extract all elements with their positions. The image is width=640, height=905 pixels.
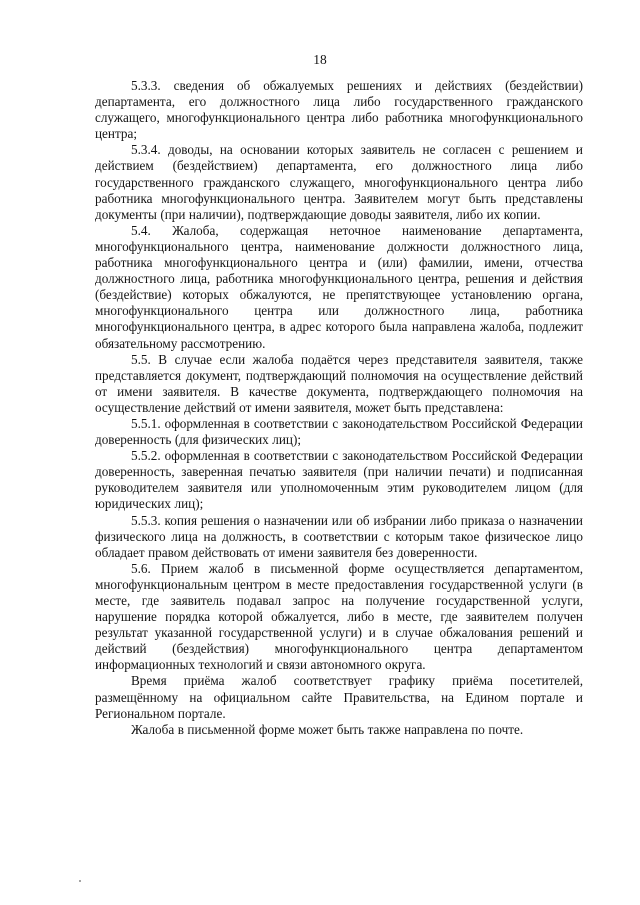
paragraph-5-5-2: 5.5.2. оформленная в соответствии с законодательством Российской Федерации доверенность, заверенная печатью заявителя (при наличии печати) и подписанная руководителем заявителя или уполномоченным этим руководителем лицом (для юридических лиц); xyxy=(95,448,583,512)
paragraph-reception-hours: Время приёма жалоб соответствует графику приёма посетителей, размещённому на официальном сайте Правительства, на Едином портале и Региональном портале. xyxy=(95,673,583,721)
paragraph-5-3-4: 5.3.4. доводы, на основании которых заявитель не согласен с решением и действием (бездействием) департамента, его должностного лица либо государственного гражданского служащего, многофункционального центра либо работника многофункционального центра. Заявителем могут быть представлены документы (при наличии), подтверждающие доводы заявителя, либо их копии. xyxy=(95,142,583,222)
paragraph-mail-submission: Жалоба в письменной форме может быть также направлена по почте. xyxy=(131,721,524,737)
paragraph-5-5-1: 5.5.1. оформленная в соответствии с законодательством Российской Федерации доверенность (для физических лиц); xyxy=(95,415,583,448)
paragraph-5-3-3: 5.3.3. сведения об обжалуемых решениях и действиях (бездействии) департамента, его должностного лица либо государственного гражданского служащего, многофункционального центра либо работника многофункционального центра; xyxy=(95,78,583,142)
paragraph-5-5: 5.5. В случае если жалоба подаётся через представителя заявителя, также представляется документ, подтверждающий полномочия на осуществление действий от имени заявителя. В качестве документа, подтверждающего полномочия на осуществление действий от имени заявителя, может быть представлена: xyxy=(95,351,583,415)
paragraph-5-5-3: 5.5.3. копия решения о назначении или об избрании либо приказа о назначении физического лица на должность, в соответствии с которым такое физическое лицо обладает правом действовать от имени заявителя без доверенности. xyxy=(95,512,583,560)
paragraph-5-4: 5.4. Жалоба, содержащая неточное наименование департамента, многофункционального центра, наименование должности должностного лица, работника многофункционального центра и (или) фамилии, имени, отчества должностного лица, работника многофункционального центра, решения и действия (бездействие) которых обжалуются, не препятствующее установлению органа, многофункционального центра или должностного лица, работника многофункционального центра, в адрес которого была направлена жалоба, подлежит обязательному рассмотрению. xyxy=(95,222,583,351)
scan-artifact-dot xyxy=(79,880,81,882)
page-number: 18 xyxy=(313,52,327,67)
document-body xyxy=(95,78,583,738)
paragraph-5-6: 5.6. Прием жалоб в письменной форме осуществляется департаментом, многофункциональным центром в месте предоставления государственной услуги (в месте, где заявитель подавал запрос на получение государственной услуги, нарушение порядка которой обжалуется, либо в месте, где заявителем получен результат указанной государственной услуги) и в случае обжалования решений и действий (бездействия) многофункционального центра департаментом информационных технологий и связи автономного округа. xyxy=(95,560,583,673)
